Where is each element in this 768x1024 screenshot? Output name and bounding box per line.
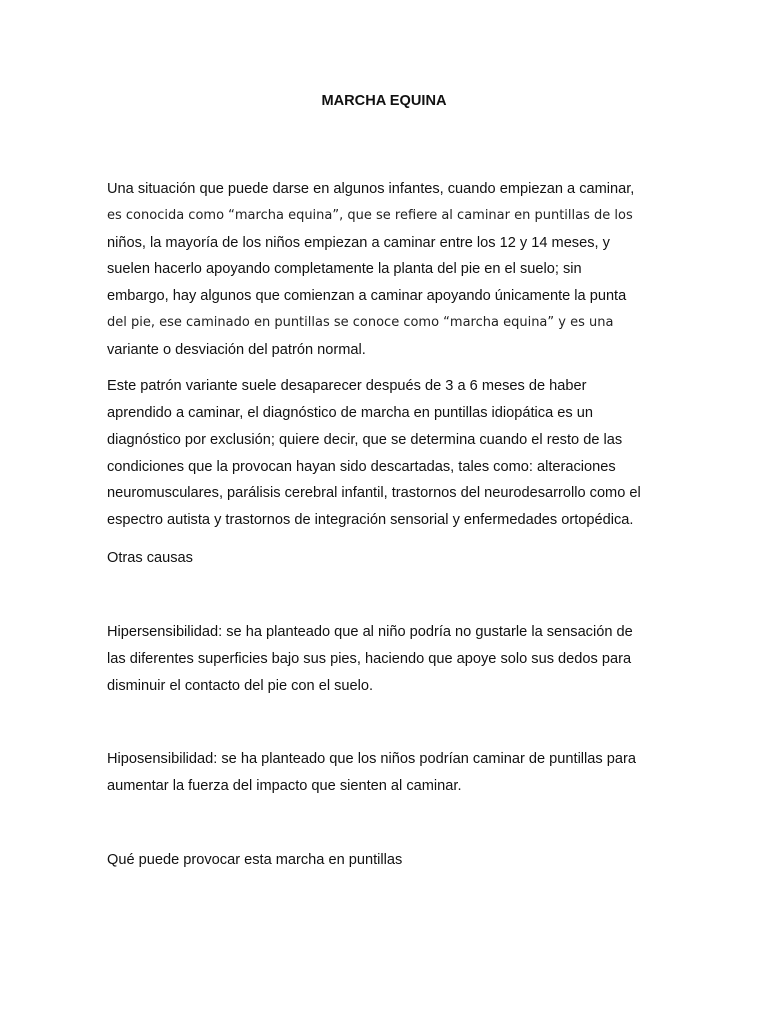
text-line: Una situación que puede darse en algunos infantes, cuando empiezan a caminar,	[107, 181, 635, 197]
text-line: aumentar la fuerza del impacto que sienten al caminar.	[107, 778, 462, 794]
text-line: Este patrón variante suele desaparecer después de 3 a 6 meses de haber	[107, 378, 587, 394]
text-line: disminuir el contacto del pie con el suelo.	[107, 678, 374, 694]
text-line: condiciones que la provocan hayan sido descartadas, tales como: alteraciones	[107, 459, 616, 475]
text-line: embargo, hay algunos que comienzan a caminar apoyando únicamente la punta	[107, 288, 627, 304]
text-line: Hipersensibilidad: se ha planteado que al niño podría no gustarle la sensación de	[107, 624, 633, 640]
text-line: diagnóstico por exclusión; quiere decir, que se determina cuando el resto de las	[107, 432, 623, 448]
text-line: del pie, ese caminado en puntillas se conoce como “marcha equina” y es una	[107, 315, 614, 330]
text-line: variante o desviación del patrón normal.	[107, 342, 366, 358]
text-line: aprendido a caminar, el diagnóstico de marcha en puntillas idiopática es un	[107, 405, 593, 421]
section-heading-que-puede-provocar: Qué puede provocar esta marcha en puntillas	[107, 852, 403, 868]
section-heading-otras-causas: Otras causas	[107, 550, 193, 566]
text-line: espectro autista y trastornos de integración sensorial y enfermedades ortopédica.	[107, 512, 634, 528]
text-line: Hiposensibilidad: se ha planteado que los niños podrían caminar de puntillas para	[107, 751, 636, 767]
text-line: suelen hacerlo apoyando completamente la planta del pie en el suelo; sin	[107, 261, 582, 277]
text-line: las diferentes superficies bajo sus pies, haciendo que apoye solo sus dedos para	[107, 651, 632, 667]
page-title: MARCHA EQUINA	[321, 93, 447, 109]
text-line: neuromusculares, parálisis cerebral infantil, trastornos del neurodesarrollo como el	[107, 485, 641, 501]
text-line: niños, la mayoría de los niños empiezan a caminar entre los 12 y 14 meses, y	[107, 235, 610, 251]
text-line: es conocida como “marcha equina”, que se refiere al caminar en puntillas de los	[107, 208, 633, 223]
